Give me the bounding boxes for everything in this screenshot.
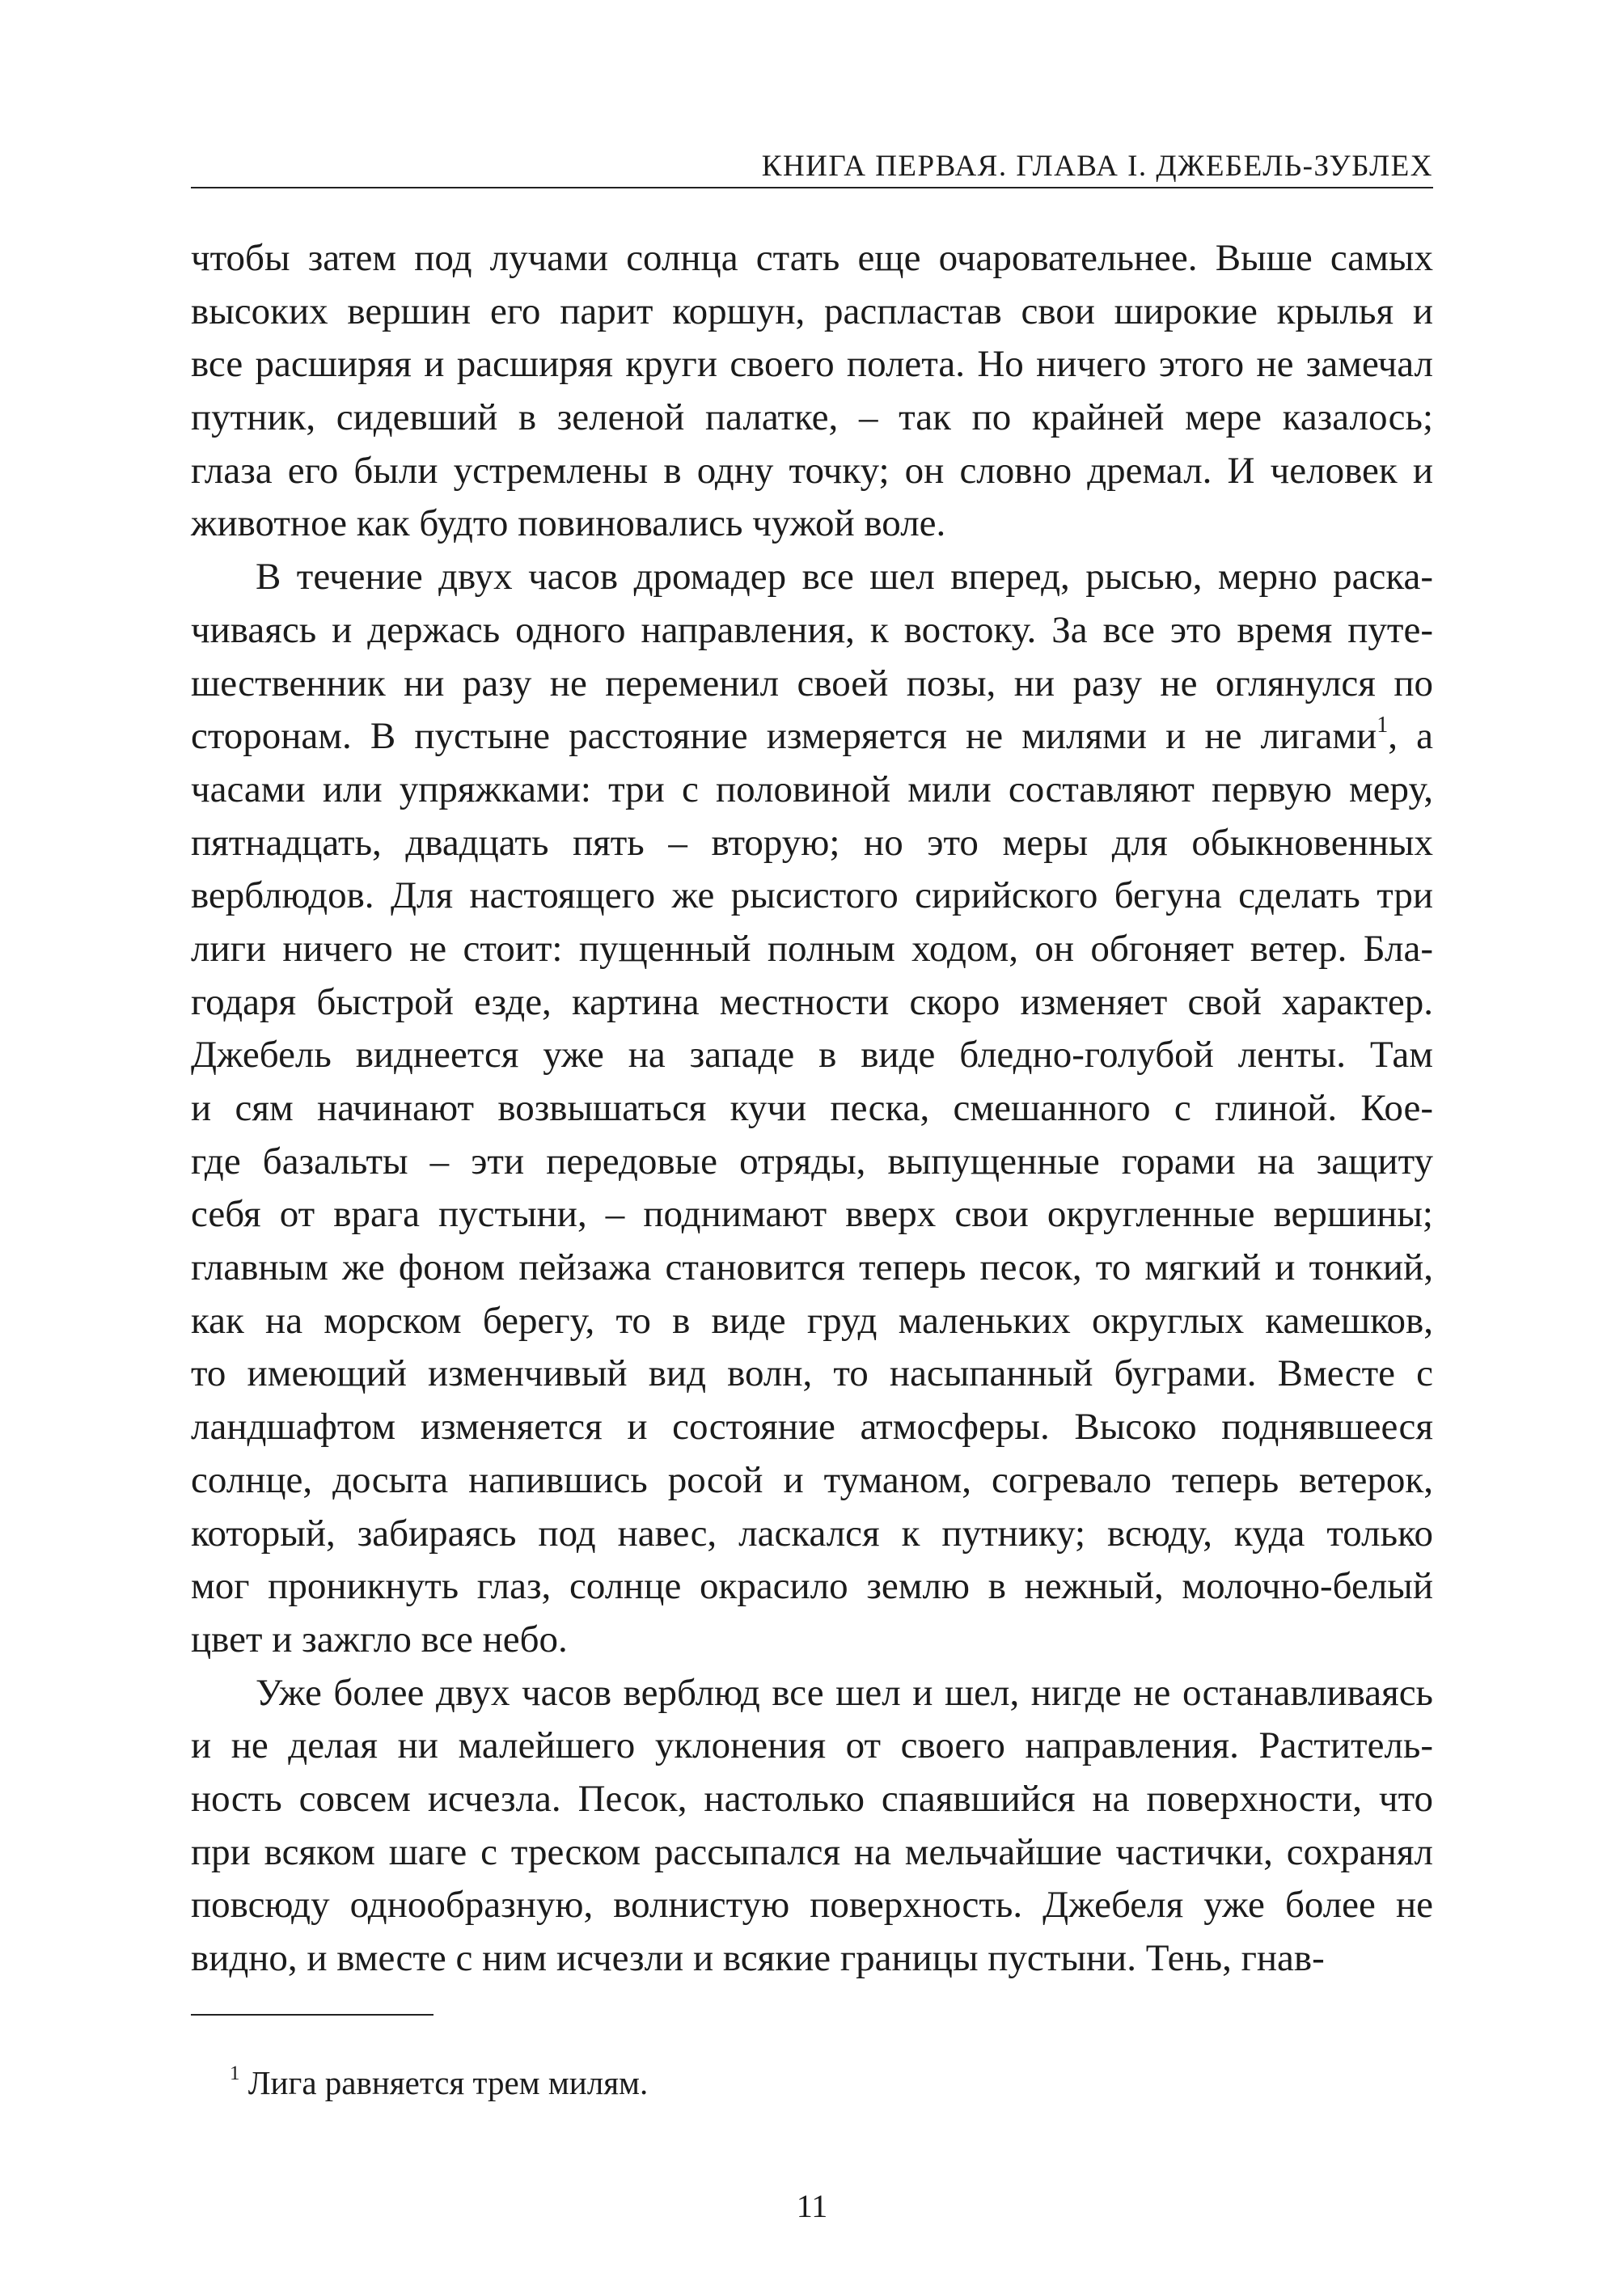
text-line: сторонам. В пустыне расстояние измеряется не милями и не лигами$^1$, а — [191, 713, 1433, 758]
text-line: мог проникнуть глаз, солнце окрасило землю в нежный, молочно-белый — [191, 1565, 1433, 1608]
text-line: В течение двух часов дромадер все шел вперед, рысью, мерно раска- — [256, 556, 1433, 599]
text-line: то имеющий изменчивый вид волн, то насыпанный буграми. Вместе с — [191, 1352, 1433, 1395]
body-text — [191, 232, 1433, 1986]
text-line: чиваясь и держась одного направления, к востоку. За все это время путе- — [191, 608, 1433, 651]
text-line: путник, сидевший в зеленой палатке, – так по крайней мере казалось; — [191, 396, 1433, 439]
page-number: 11 — [796, 2188, 828, 2224]
running-head: КНИГА ПЕРВАЯ. ГЛАВА I. ДЖЕБЕЛЬ-ЗУБЛЕХ — [761, 150, 1433, 183]
footnote-marker: 1 — [230, 2062, 240, 2084]
footnote-reference: 1 — [1377, 713, 1389, 738]
text-line: и не делая ни малейшего уклонения от своего направления. Раститель- — [191, 1724, 1433, 1767]
text-line: шественник ни разу не переменил своей позы, ни разу не оглянулся по — [191, 662, 1433, 704]
text-line: себя от врага пустыни, – поднимают вверх свои округленные вершины; — [191, 1193, 1433, 1236]
text-line: животное как будто повиновались чужой воле. — [191, 502, 946, 545]
header-rule — [191, 187, 1433, 188]
text-line: Уже более двух часов верблюд все шел и шел, нигде не останавливаясь — [256, 1671, 1433, 1714]
text-line: чтобы затем под лучами солнца стать еще очаровательнее. Выше самых — [191, 237, 1433, 279]
text-line: как на морском берегу, то в виде груд маленьких округлых камешков, — [191, 1299, 1433, 1342]
footnote-rule — [191, 2014, 433, 2016]
text-line: глаза его были устремлены в одну точку; он словно дремал. И человек и — [191, 449, 1433, 492]
text-line: солнце, досыта напившись росой и туманом, согревало теперь ветерок, — [191, 1458, 1433, 1501]
text-line: при всяком шаге с треском рассыпался на мельчайшие частички, сохранял — [191, 1830, 1433, 1873]
text-line: лиги ничего не стоит: пущенный полным ходом, он обгоняет ветер. Бла- — [191, 927, 1433, 970]
text-line: видно, и вместе с ним исчезли и всякие границы пустыни. Тень, гнав- — [191, 1937, 1325, 1979]
text-line: повсюду однообразную, волнистую поверхность. Джебеля уже более не — [191, 1884, 1433, 1927]
text-line: который, забираясь под навес, ласкался к путнику; всюду, куда только — [191, 1512, 1433, 1555]
text-line: годаря быстрой езде, картина местности скоро изменяет свой характер. — [191, 980, 1433, 1023]
text-line: ность совсем исчезла. Песок, настолько спаявшийся на поверхности, что — [191, 1777, 1433, 1820]
text-line: цвет и зажгло все небо. — [191, 1618, 568, 1661]
text-line: все расширяя и расширяя круги своего полета. Но ничего этого не замечал — [191, 343, 1433, 386]
text-line: и сям начинают возвышаться кучи песка, смешанного с глиной. Кое- — [191, 1087, 1433, 1129]
text-line: верблюдов. Для настоящего же рысистого сирийского бегуна сделать три — [191, 874, 1433, 917]
text-line: Джебель виднеется уже на западе в виде бледно-голубой ленты. Там — [191, 1034, 1433, 1077]
footnote — [230, 2062, 648, 2103]
text-line: главным же фоном пейзажа становится теперь песок, то мягкий и тонкий, — [191, 1246, 1433, 1289]
text-line: ландшафтом изменяется и состояние атмосферы. Высоко поднявшееся — [191, 1406, 1433, 1449]
footnote-text: Лига равняется трем милям. — [247, 2064, 649, 2101]
text-line: часами или упряжками: три с половиной мили составляют первую меру, — [191, 768, 1433, 810]
text-line: пятнадцать, двадцать пять – вторую; но это меры для обыкновенных — [191, 821, 1433, 864]
text-line: высоких вершин его парит коршун, распластав свои широкие крылья и — [191, 290, 1433, 332]
text-line: где базальты – эти передовые отряды, выпущенные горами на защиту — [191, 1140, 1433, 1182]
